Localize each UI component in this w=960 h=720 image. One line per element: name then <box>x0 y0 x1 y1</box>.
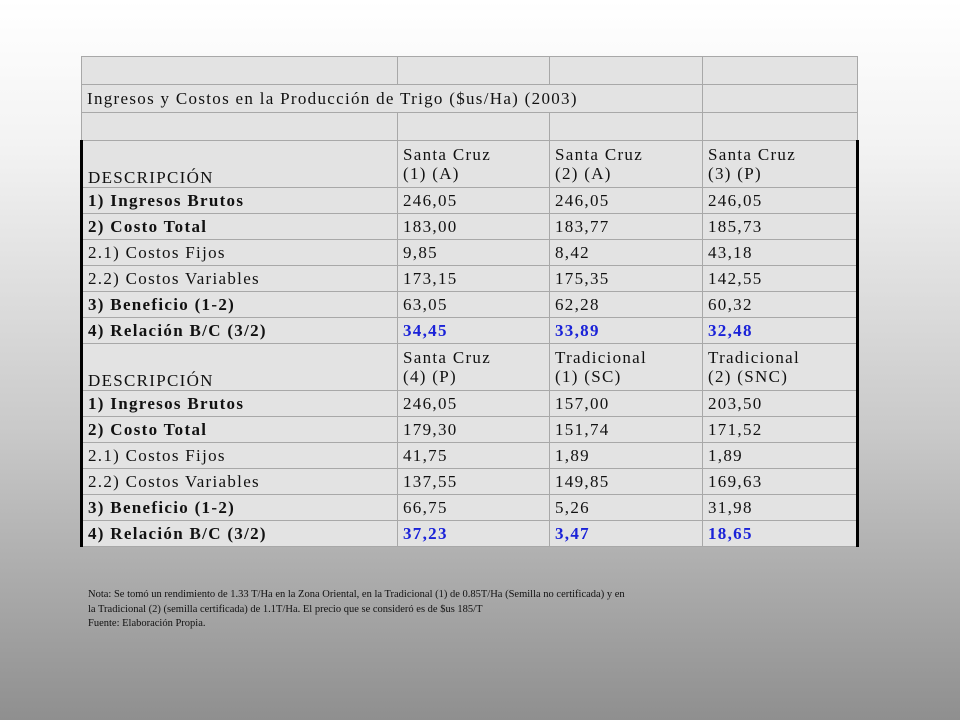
value-cell: 31,98 <box>703 495 858 521</box>
table-row <box>82 495 858 521</box>
blank-row <box>82 57 858 85</box>
column-header-line1: Tradicional <box>708 348 801 367</box>
cell[interactable] <box>550 57 703 85</box>
column-header-line2: (2) (A) <box>555 164 612 183</box>
value-cell: 62,28 <box>550 292 703 318</box>
value-cell: 183,77 <box>550 214 703 240</box>
table-title: Ingresos y Costos en la Producción de Trigo ($us/Ha) (2003) <box>82 85 703 113</box>
value-cell: 203,50 <box>703 391 858 417</box>
table-row <box>82 266 858 292</box>
cell[interactable] <box>703 57 858 85</box>
value-cell: 1,89 <box>703 443 858 469</box>
ratio-value: 32,48 <box>703 318 858 344</box>
cell[interactable] <box>82 113 398 141</box>
cell[interactable] <box>703 85 858 113</box>
value-cell: 246,05 <box>703 188 858 214</box>
column-header-line1: Santa Cruz <box>708 145 797 164</box>
cell[interactable] <box>703 113 858 141</box>
cost-table <box>80 56 859 547</box>
row-label: 2) Costo Total <box>82 214 398 240</box>
table-row <box>82 469 858 495</box>
value-cell: 41,75 <box>398 443 550 469</box>
value-cell: 246,05 <box>550 188 703 214</box>
table-row <box>82 417 858 443</box>
column-header-line1: Santa Cruz <box>403 145 492 164</box>
row-label: 3) Beneficio (1-2) <box>82 495 398 521</box>
column-header-line2: (3) (P) <box>708 164 762 183</box>
table-row <box>82 443 858 469</box>
column-header-line2: (1) (SC) <box>555 367 622 386</box>
row-label: 2) Costo Total <box>82 417 398 443</box>
description-header: DESCRIPCIÓN <box>82 141 398 188</box>
value-cell: 5,26 <box>550 495 703 521</box>
ratio-value: 37,23 <box>398 521 550 547</box>
ratio-value: 3,47 <box>550 521 703 547</box>
value-cell: 171,52 <box>703 417 858 443</box>
column-header-line1: Santa Cruz <box>403 348 492 367</box>
column-header <box>703 344 858 391</box>
value-cell: 175,35 <box>550 266 703 292</box>
value-cell: 63,05 <box>398 292 550 318</box>
value-cell: 179,30 <box>398 417 550 443</box>
table-row <box>82 318 858 344</box>
value-cell: 151,74 <box>550 417 703 443</box>
header-row <box>82 141 858 188</box>
table-row <box>82 521 858 547</box>
row-label: 1) Ingresos Brutos <box>82 188 398 214</box>
table-row <box>82 292 858 318</box>
value-cell: 246,05 <box>398 391 550 417</box>
column-header-line2: (4) (P) <box>403 367 457 386</box>
value-cell: 173,15 <box>398 266 550 292</box>
value-cell: 149,85 <box>550 469 703 495</box>
title-row <box>82 85 858 113</box>
header-row <box>82 344 858 391</box>
footnote-line: Nota: Se tomó un rendimiento de 1.33 T/Ha en la Zona Oriental, en la Tradicional (1) de 0.85T/Ha (Semilla no certificada) y en <box>88 589 625 600</box>
cell[interactable] <box>398 57 550 85</box>
column-header <box>398 344 550 391</box>
row-label: 2.2) Costos Variables <box>82 469 398 495</box>
value-cell: 8,42 <box>550 240 703 266</box>
row-label: 2.1) Costos Fijos <box>82 443 398 469</box>
cell[interactable] <box>398 113 550 141</box>
column-header <box>398 141 550 188</box>
row-label: 4) Relación B/C (3/2) <box>82 318 398 344</box>
column-header-line2: (1) (A) <box>403 164 460 183</box>
cell[interactable] <box>550 113 703 141</box>
row-label: 3) Beneficio (1-2) <box>82 292 398 318</box>
value-cell: 9,85 <box>398 240 550 266</box>
table-row <box>82 188 858 214</box>
description-header: DESCRIPCIÓN <box>82 344 398 391</box>
source-line: Fuente: Elaboración Propia. <box>88 618 206 629</box>
row-label: 1) Ingresos Brutos <box>82 391 398 417</box>
value-cell: 185,73 <box>703 214 858 240</box>
footnote <box>88 588 788 632</box>
value-cell: 157,00 <box>550 391 703 417</box>
footnote-line: la Tradicional (2) (semilla certificada) de 1.1T/Ha. El precio que se consideró es de $us 185/T <box>88 603 483 615</box>
table-row <box>82 214 858 240</box>
ratio-value: 34,45 <box>398 318 550 344</box>
row-label: 2.1) Costos Fijos <box>82 240 398 266</box>
value-cell: 1,89 <box>550 443 703 469</box>
value-cell: 183,00 <box>398 214 550 240</box>
column-header-line2: (2) (SNC) <box>708 367 789 386</box>
column-header <box>550 141 703 188</box>
table-row <box>82 391 858 417</box>
column-header-line1: Tradicional <box>555 348 648 367</box>
value-cell: 137,55 <box>398 469 550 495</box>
value-cell: 60,32 <box>703 292 858 318</box>
cell[interactable] <box>82 57 398 85</box>
value-cell: 169,63 <box>703 469 858 495</box>
column-header <box>703 141 858 188</box>
value-cell: 142,55 <box>703 266 858 292</box>
ratio-value: 18,65 <box>703 521 858 547</box>
value-cell: 43,18 <box>703 240 858 266</box>
value-cell: 66,75 <box>398 495 550 521</box>
column-header-line1: Santa Cruz <box>555 145 644 164</box>
value-cell: 246,05 <box>398 188 550 214</box>
column-header <box>550 344 703 391</box>
ratio-value: 33,89 <box>550 318 703 344</box>
row-label: 4) Relación B/C (3/2) <box>82 521 398 547</box>
row-label: 2.2) Costos Variables <box>82 266 398 292</box>
table-row <box>82 240 858 266</box>
blank-row <box>82 113 858 141</box>
